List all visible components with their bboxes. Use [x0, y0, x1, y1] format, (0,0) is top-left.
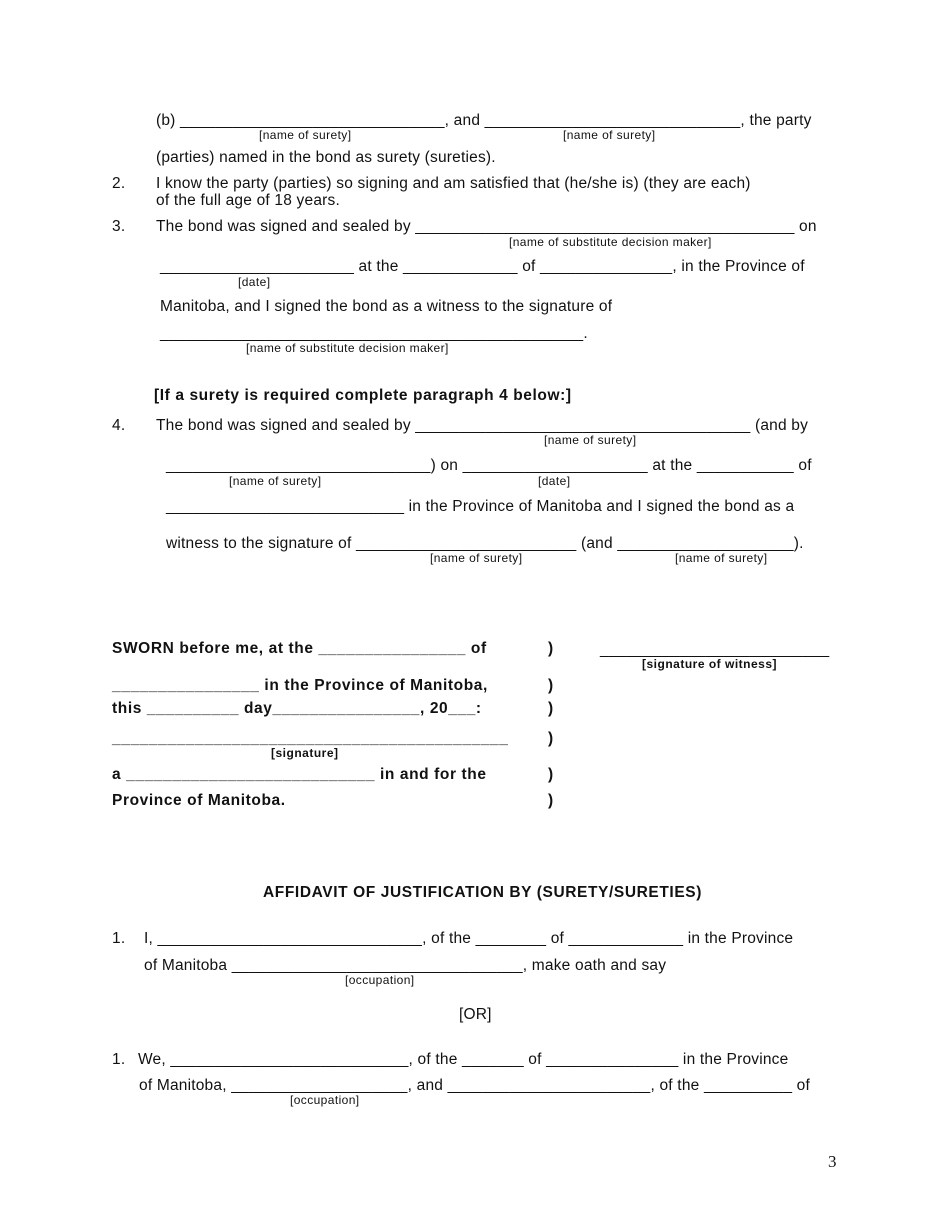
sworn-line-6: Province of Manitoba.	[112, 792, 286, 809]
label-surety-2: [name of surety]	[563, 128, 656, 142]
para-3-number: 3.	[112, 218, 126, 235]
label-date-2: [date]	[538, 474, 571, 488]
label-surety-6: [name of surety]	[675, 551, 768, 565]
surety-instruction: [If a surety is required complete paragraph 4 below:]	[154, 387, 572, 404]
bracket-6: )	[548, 792, 554, 809]
label-date-1: [date]	[238, 275, 271, 289]
or-separator: [OR]	[459, 1006, 492, 1023]
page-number: 3	[828, 1152, 837, 1171]
para-2-line1: I know the party (parties) so signing and am satisfied that (he/she is) (they are each)	[156, 175, 751, 192]
label-occupation-2: [occupation]	[290, 1093, 360, 1107]
para-b-line1: (b) ______________________________, and _____________________________, the party	[156, 112, 812, 129]
sworn-line-4: ___________________________________________	[112, 730, 509, 747]
para-2-line2: of the full age of 18 years.	[156, 192, 340, 209]
affidavit-heading: AFFIDAVIT OF JUSTIFICATION BY (SURETY/SURETIES)	[263, 884, 702, 901]
para-3-line4: ________________________________________________.	[160, 325, 588, 342]
para-3-line3: Manitoba, and I signed the bond as a witness to the signature of	[160, 298, 613, 315]
affidavit-1-line2: of Manitoba _________________________________, make oath and say	[144, 957, 667, 974]
bracket-2: )	[548, 677, 554, 694]
label-substitute-decision-maker-2: [name of substitute decision maker]	[246, 341, 449, 355]
para-2-number: 2.	[112, 175, 126, 192]
affidavit-1-line1: I, ______________________________, of the ________ of _____________ in the Province	[144, 930, 794, 947]
label-substitute-decision-maker-1: [name of substitute decision maker]	[509, 235, 712, 249]
para-4-number: 4.	[112, 417, 126, 434]
bracket-4: )	[548, 730, 554, 747]
affidavit-1b-line2: of Manitoba, ____________________, and _______________________, of the __________ of	[139, 1077, 811, 1094]
bracket-5: )	[548, 766, 554, 783]
witness-signature-line: __________________________	[600, 641, 830, 658]
sworn-line-5: a ___________________________ in and for the	[112, 766, 487, 783]
label-signature-of-witness: [signature of witness]	[642, 657, 778, 671]
affidavit-1b-number: 1.	[112, 1051, 126, 1068]
label-surety-1: [name of surety]	[259, 128, 352, 142]
bracket-3: )	[548, 700, 554, 717]
bracket-1: )	[548, 640, 554, 657]
para-3-line1: The bond was signed and sealed by ___________________________________________ on	[156, 218, 817, 235]
sworn-line-2: ________________ in the Province of Manitoba,	[112, 677, 488, 694]
para-4-line3: ___________________________ in the Province of Manitoba and I signed the bond as a	[166, 498, 795, 515]
sworn-line-1: SWORN before me, at the ________________ of	[112, 640, 487, 657]
para-4-line1: The bond was signed and sealed by ______________________________________ (and by	[156, 417, 809, 434]
para-4-line4: witness to the signature of _________________________ (and ____________________).	[166, 535, 804, 552]
label-surety-3: [name of surety]	[544, 433, 637, 447]
label-occupation-1: [occupation]	[345, 973, 415, 987]
label-surety-5: [name of surety]	[430, 551, 523, 565]
label-signature: [signature]	[271, 746, 339, 760]
affidavit-1-number: 1.	[112, 930, 126, 947]
para-b-line2: (parties) named in the bond as surety (sureties).	[156, 149, 496, 166]
para-3-line2: ______________________ at the _____________ of _______________, in the Province of	[160, 258, 805, 275]
affidavit-1b-line1: We, ___________________________, of the _______ of _______________ in the Province	[138, 1051, 789, 1068]
label-surety-4: [name of surety]	[229, 474, 322, 488]
sworn-line-3: this __________ day________________, 20___:	[112, 700, 482, 717]
para-4-line2: ______________________________) on _____________________ at the ___________ of	[166, 457, 812, 474]
